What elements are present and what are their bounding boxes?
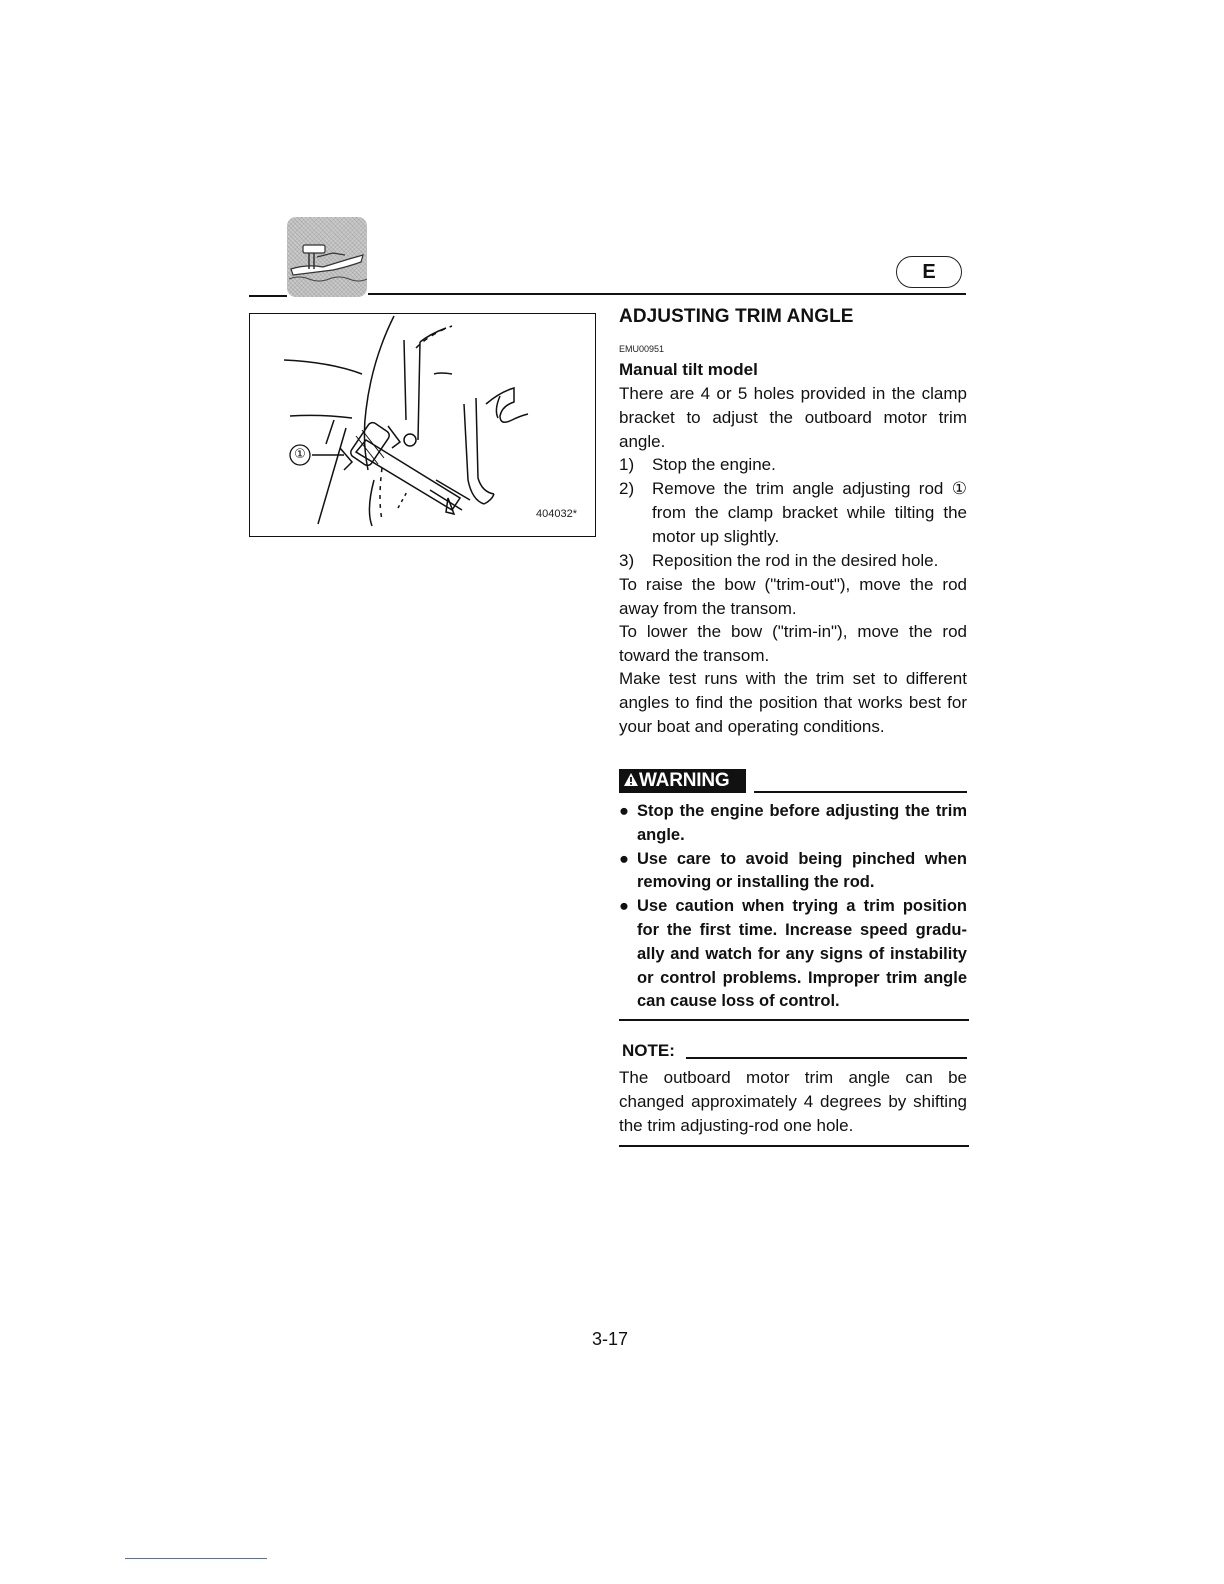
- warning-item: [619, 800, 967, 848]
- note-end-rule: [619, 1145, 969, 1147]
- step-text: Stop the engine.: [652, 455, 776, 474]
- section-code: EMU00951: [619, 344, 665, 354]
- warning-list: [619, 800, 967, 1014]
- warning-item: [619, 848, 967, 896]
- step-number: 1): [619, 455, 635, 474]
- step-number: 3): [619, 551, 635, 570]
- footer-link-underline: [125, 1558, 267, 1559]
- trim-rod-illustration: [0, 0, 1224, 600]
- warning-item: [619, 895, 967, 1014]
- section-title: ADJUSTING TRIM ANGLE: [619, 306, 854, 327]
- step-number: 2): [619, 479, 635, 498]
- warning-item-text: Stop the engine before adjusting the trim angle.: [637, 802, 967, 844]
- note-label: NOTE:: [622, 1041, 675, 1060]
- bullet: ●: [619, 849, 629, 868]
- page-number: 3-17: [591, 1329, 629, 1349]
- note-rule: [686, 1057, 967, 1059]
- test-runs-paragraph: Make test runs with the trim set to different angles to find the position that works best for your boat and operating conditions.: [619, 669, 967, 736]
- warning-end-rule: [619, 1019, 969, 1021]
- warning-item-text: Use care to avoid being pinched when removing or installing the rod.: [637, 849, 967, 892]
- step-2: [619, 477, 967, 549]
- raise-bow-paragraph: To raise the bow ("trim-out"), move the rod away from the transom.: [619, 575, 967, 618]
- warning-label: WARNING: [639, 770, 730, 791]
- intro-paragraph: There are 4 or 5 holes provided in the clamp bracket to adjust the outboard motor trim angle.: [619, 384, 967, 451]
- bullet: ●: [619, 802, 629, 820]
- figure-callout: ①: [294, 446, 306, 461]
- warning-badge: [619, 769, 746, 793]
- step-1: [619, 453, 967, 477]
- step-text: Reposition the rod in the desired hole.: [652, 551, 939, 570]
- warning-triangle-icon: [623, 772, 639, 787]
- figure-code: 404032*: [536, 508, 577, 520]
- section-subtitle: Manual tilt model: [619, 360, 758, 379]
- bullet: ●: [619, 897, 629, 916]
- warning-rule: [754, 791, 967, 793]
- note-text: The outboard motor trim angle can be changed approximately 4 degrees by shifting the trim adjusting-rod one hole.: [619, 1068, 967, 1135]
- warning-item-text: Use caution when trying a trim position for the first time. Increase speed gradually and watch for any signs of instability or control problems. Improper trim angle can cause loss of control.: [637, 897, 967, 1011]
- step-3: [619, 549, 967, 573]
- step-text: Remove the trim angle adjusting rod ① from the clamp bracket while tilting the motor up slightly.: [652, 479, 967, 546]
- lower-bow-paragraph: To lower the bow ("trim-in"), move the rod toward the transom.: [619, 622, 967, 665]
- language-badge: E: [896, 256, 962, 288]
